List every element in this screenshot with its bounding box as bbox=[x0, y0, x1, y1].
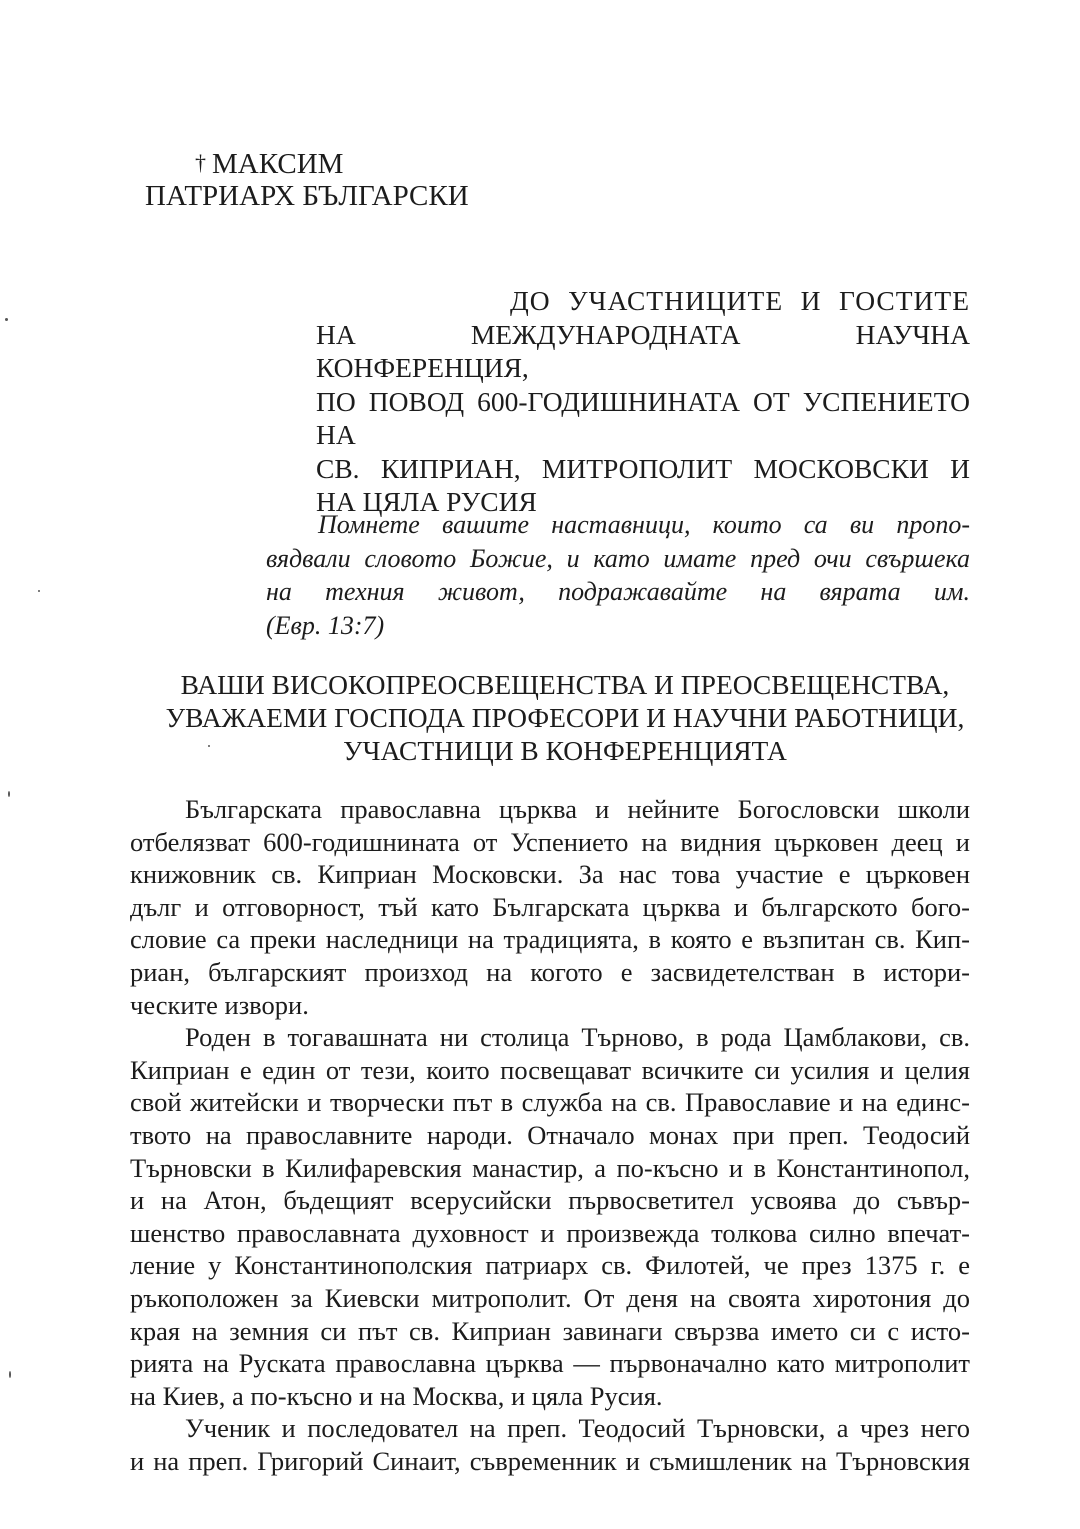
body-line: Ученик и последовател на преп. Теодосий Търновски, а чрез него bbox=[185, 1413, 970, 1444]
body-line: ление у Константинополския патриарх св. Филотей, че през 1375 г. е bbox=[130, 1250, 970, 1281]
body-line: и на Атон, бъдещият всерусийски първосветител усвоява до съвър- bbox=[130, 1185, 970, 1216]
body-line: свой житейски и творчески път в служба на св. Православие и на единс- bbox=[130, 1087, 970, 1118]
addressee-line: НА ЦЯЛА РУСИЯ bbox=[316, 486, 537, 517]
body-line: Роден в тогавашната ни столица Търново, в рода Цамблакови, св. bbox=[185, 1022, 970, 1053]
scan-speck bbox=[9, 1371, 11, 1378]
scan-speck bbox=[208, 745, 210, 747]
epigraph-line: вядвали словото Божие, и като имате пред очи свършека bbox=[266, 543, 970, 573]
body-line: края на земния си път св. Киприан завинаги свързва името си с исто- bbox=[130, 1315, 970, 1346]
epigraph-citation: (Евр. 13:7) bbox=[266, 610, 385, 640]
addressee-line: НА МЕЖДУНАРОДНАТА НАУЧНА КОНФЕРЕНЦИЯ, bbox=[316, 318, 970, 383]
salutation-line: УЧАСТНИЦИ В КОНФЕРЕНЦИЯТА bbox=[343, 735, 787, 766]
body-line: словие са преки наследници на традицията, в която е възпитан св. Кип- bbox=[130, 924, 970, 955]
sender-block bbox=[145, 147, 469, 212]
body-line: Българската православна църква и нейните Богословски школи bbox=[185, 794, 970, 824]
sender-name-line bbox=[145, 147, 469, 180]
salutation-line: ВАШИ ВИСОКОПРЕОСВЕЩЕНСТВА И ПРЕОСВЕЩЕНСТВА, bbox=[180, 669, 950, 700]
body-line: дълг и отговорност, тъй като Българската църква и българското бого- bbox=[130, 891, 970, 922]
body-line: Търновски в Килифаревския манастир, а по-късно и в Константинопол, bbox=[130, 1152, 970, 1183]
sender-title: ПАТРИАРХ БЪЛГАРСКИ bbox=[145, 180, 469, 212]
body-line: книжовник св. Киприан Московски. За нас това участие е църковен bbox=[130, 859, 970, 890]
epigraph-line: Помнете вашите наставници, които са ви пропо- bbox=[318, 510, 970, 539]
body-line: Киприан е един от тези, които посвещават всичките си усилия и целия bbox=[130, 1054, 970, 1085]
body-line: рията на Руската православна църква — първоначално като митрополит bbox=[130, 1348, 970, 1379]
salutation-heading bbox=[150, 668, 980, 767]
body-line: ческите извори. bbox=[130, 989, 309, 1020]
scan-speck bbox=[8, 791, 10, 797]
addressee-block bbox=[316, 284, 970, 519]
body-line: ръкоположен за Киевски митрополит. От деня на своята хиротония до bbox=[130, 1282, 970, 1313]
scan-speck bbox=[5, 318, 8, 321]
body-line: твото на православните народи. Отначало монах при преп. Теодосий bbox=[130, 1119, 970, 1150]
sender-name: МАКСИМ bbox=[212, 148, 344, 180]
epigraph-line: на техния живот, подражавайте на вярата им. bbox=[266, 577, 970, 606]
body-line: и на преп. Григорий Синаит, съвременник и съмишленик на Търновския bbox=[130, 1445, 970, 1476]
scan-speck bbox=[38, 590, 40, 592]
addressee-line: ДО УЧАСТНИЦИТЕ И ГОСТИТЕ bbox=[510, 285, 970, 316]
epigraph-quote bbox=[266, 508, 970, 642]
addressee-line: СВ. КИПРИАН, МИТРОПОЛИТ МОСКОВСКИ И bbox=[316, 452, 970, 484]
body-line: риан, българският произход на когото е засвидетелстван в истори- bbox=[130, 956, 970, 987]
cross-icon: † bbox=[195, 150, 206, 175]
body-line: на Киев, а по-късно и на Москва, и цяла Русия. bbox=[130, 1380, 663, 1411]
addressee-line: ПО ПОВОД 600-ГОДИШНИНАТА ОТ УСПЕНИЕТО НА bbox=[316, 385, 970, 450]
salutation-line: УВАЖАЕМИ ГОСПОДА ПРОФЕСОРИ И НАУЧНИ РАБОТНИЦИ, bbox=[165, 702, 965, 733]
body-text bbox=[130, 793, 970, 1477]
body-line: отбелязват 600-годишнината от Успението на видния църковен деец и bbox=[130, 826, 970, 857]
body-line: шенство православната духовност и произвежда толкова силно впечат- bbox=[130, 1217, 970, 1248]
